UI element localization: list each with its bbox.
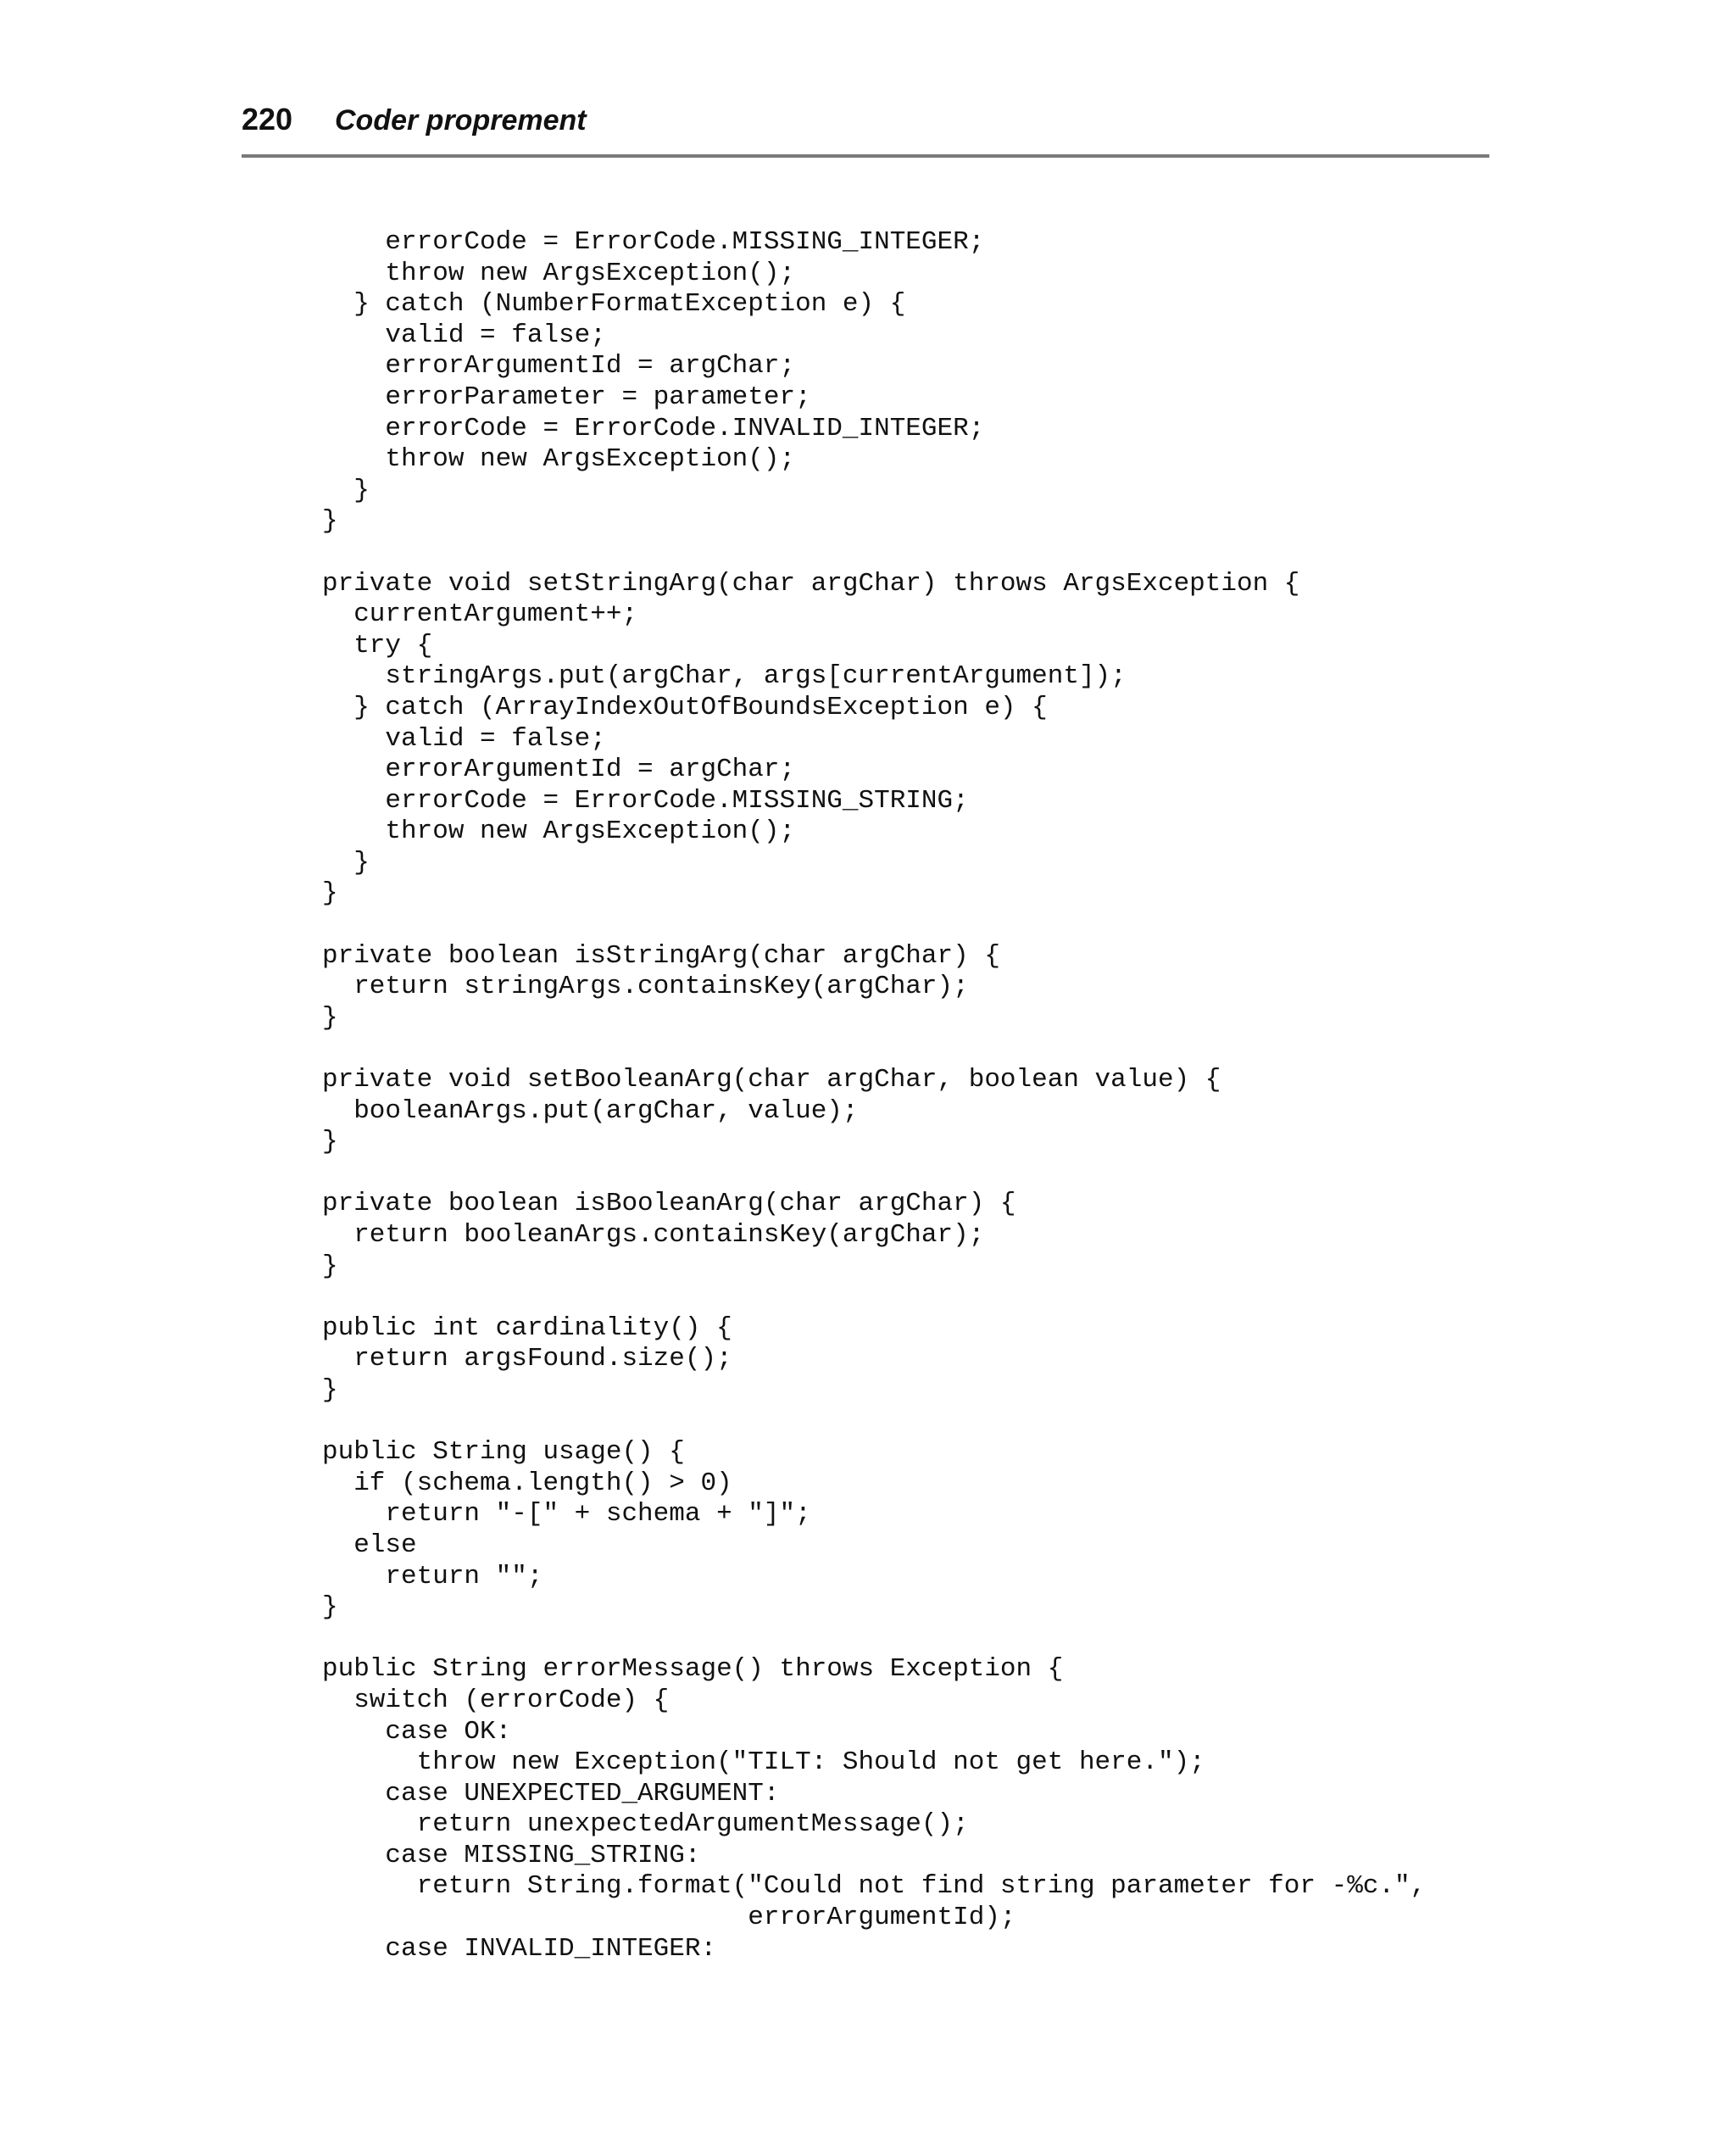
code-line: private boolean isStringArg(char argChar) { <box>322 940 1000 971</box>
code-line <box>322 1034 1426 1065</box>
code-line: errorCode = ErrorCode.MISSING_INTEGER; <box>322 227 985 257</box>
code-line: stringArgs.put(argChar, args[currentArgument]); <box>322 661 1127 692</box>
code-line: } <box>322 475 370 505</box>
code-line: } <box>322 1592 338 1623</box>
code-line <box>322 1282 1426 1313</box>
code-line: try { <box>322 630 433 660</box>
code-line: } <box>322 1127 338 1157</box>
code-line: } <box>322 1251 338 1281</box>
page-header <box>242 98 1489 158</box>
code-line: throw new ArgsException(); <box>322 444 796 475</box>
code-line: case UNEXPECTED_ARGUMENT: <box>322 1778 780 1808</box>
code-line: return booleanArgs.containsKey(argChar); <box>322 1220 985 1250</box>
code-line: return String.format("Could not find string parameter for -%c.", <box>322 1871 1427 1902</box>
code-line: if (schema.length() > 0) <box>322 1468 732 1498</box>
code-line: private boolean isBooleanArg(char argChar) { <box>322 1189 1016 1219</box>
code-line: throw new ArgsException(); <box>322 816 796 847</box>
code-line <box>322 1407 1426 1438</box>
code-line: } <box>322 506 338 537</box>
code-line <box>322 1624 1426 1655</box>
code-line: } <box>322 1002 338 1033</box>
code-listing <box>322 227 1426 1964</box>
code-line: } catch (NumberFormatException e) { <box>322 289 906 320</box>
code-line: errorArgumentId = argChar; <box>322 755 796 785</box>
code-line: else <box>322 1530 417 1560</box>
code-line: return unexpectedArgumentMessage(); <box>322 1809 969 1840</box>
code-line: } <box>322 878 338 909</box>
code-line <box>322 538 1426 569</box>
code-line: errorCode = ErrorCode.MISSING_STRING; <box>322 785 969 816</box>
page-number: 220 <box>242 102 293 137</box>
code-line: errorArgumentId); <box>322 1903 1016 1933</box>
code-line: valid = false; <box>322 723 606 754</box>
code-line: return argsFound.size(); <box>322 1344 732 1374</box>
code-line: case OK: <box>322 1716 512 1747</box>
code-line: throw new ArgsException(); <box>322 258 796 288</box>
code-line <box>322 1158 1426 1190</box>
code-line: case INVALID_INTEGER: <box>322 1933 717 1964</box>
code-line: public String usage() { <box>322 1437 685 1468</box>
code-line: } catch (ArrayIndexOutOfBoundsException e) { <box>322 692 1048 722</box>
code-line: return "-[" + schema + "]"; <box>322 1499 811 1530</box>
code-line: } <box>322 1374 338 1405</box>
code-line: case MISSING_STRING: <box>322 1840 701 1870</box>
code-line: public int cardinality() { <box>322 1312 732 1343</box>
code-line <box>322 910 1426 941</box>
code-line: errorCode = ErrorCode.INVALID_INTEGER; <box>322 413 985 443</box>
code-line: return stringArgs.containsKey(argChar); <box>322 972 969 1002</box>
code-line: errorParameter = parameter; <box>322 382 811 412</box>
code-line: errorArgumentId = argChar; <box>322 351 796 382</box>
code-line: private void setBooleanArg(char argChar, boolean value) { <box>322 1065 1221 1095</box>
code-line: } <box>322 847 370 878</box>
code-line: booleanArgs.put(argChar, value); <box>322 1095 859 1126</box>
code-line: public String errorMessage() throws Exception { <box>322 1654 1064 1685</box>
running-title: Coder proprement <box>335 104 587 137</box>
code-line: valid = false; <box>322 320 606 350</box>
code-line: throw new Exception("TILT: Should not get here."); <box>322 1747 1205 1778</box>
code-line: currentArgument++; <box>322 599 638 630</box>
code-line: private void setStringArg(char argChar) throws ArgsException { <box>322 568 1300 599</box>
code-line: switch (errorCode) { <box>322 1685 670 1715</box>
code-line: return ""; <box>322 1561 543 1591</box>
